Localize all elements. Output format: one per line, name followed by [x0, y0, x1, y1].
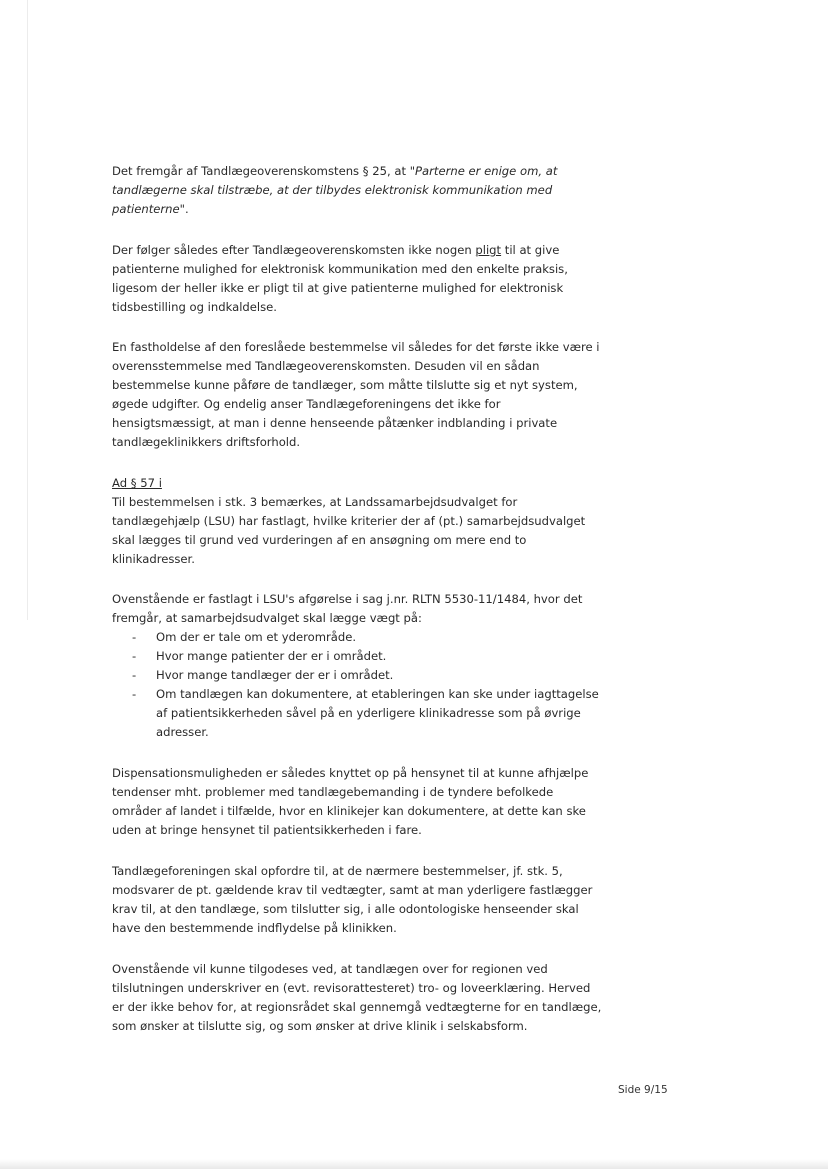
underlined-word: pligt: [475, 243, 502, 257]
list-item: [112, 647, 602, 666]
list-item-text: Hvor mange tandlæger der er i området.: [156, 668, 394, 682]
bullet-marker: -: [132, 649, 137, 663]
paragraph-5: Ovenstående er fastlagt i LSU's afgørelse i sag j.nr. RLTN 5530-11/1484, hvor det fremgår, at samarbejdsudvalget skal lægge vægt på:: [112, 592, 583, 625]
paragraph-2: [112, 241, 602, 317]
paragraph-6: Dispensationsmuligheden er således knyttet op på hensynet til at kunne afhjælpe tendenser mht. problemer med tandlægebemanding i de tyndere befolkede områder af landet i tilfælde, hvor en klinikejer kan dokumentere, at dette kan ske uden at bringe hensynet til patientsikkerheden i fare.: [112, 766, 589, 837]
paragraph-8: Ovenstående vil kunne tilgodeses ved, at tandlægen over for regionen ved tilslutningen underskriver en (evt. revisorattesteret) tro- og loveerklæring. Herved er der ikke behov for, at regionsrådet skal gennemgå vedtægterne for en tandlæge, som ønsker at tilslutte sig, og som ønsker at drive klinik i selskabsform.: [112, 962, 602, 1033]
paragraph-1-tail: .: [184, 202, 189, 216]
scan-bottom-shade: [0, 1159, 828, 1169]
bullet-marker: -: [132, 687, 137, 701]
criteria-list: [112, 628, 602, 742]
quote-text: "Parterne er enige om, at tandlægerne skal tilstræbe, at der tilbydes elektronisk kommunikation med patienterne": [112, 164, 558, 216]
bullet-marker: -: [132, 668, 137, 682]
paragraph-2-before: Der følger således efter Tandlægeoverenskomsten ikke nogen: [112, 243, 476, 257]
bullet-marker: -: [132, 630, 137, 644]
list-item: [112, 666, 602, 685]
list-item-text: Om der er tale om et yderområde.: [156, 630, 357, 644]
page-edge-line: [27, 0, 28, 620]
list-item: [112, 685, 602, 742]
list-item: [112, 628, 602, 647]
paragraph-3: En fastholdelse af den foreslåede bestemmelse vil således for det første ikke være i overensstemmelse med Tandlægeoverenskomsten. Desuden vil en sådan bestemmelse kunne påføre de tandlæger, som måtte tilslutte sig et nyt system, øgede udgifter. Og endelig anser Tandlægeforeningens det ikke for hensigtsmæssigt, at man i denne henseende påtænker indblanding i private tandlægeklinikkers driftsforhold.: [112, 340, 600, 449]
section-heading: Ad § 57 i: [112, 476, 162, 490]
paragraph-7: Tandlægeforeningen skal opfordre til, at de nærmere bestemmelser, jf. stk. 5, modsvarer de pt. gældende krav til vedtægter, samt at man yderligere fastlægger krav til, at den tandlæge, som tilslutter sig, i alle odontologiske henseender skal have den bestemmende indflydelse på klinikken.: [112, 864, 593, 935]
list-item-text: Hvor mange patienter der er i området.: [156, 649, 387, 663]
paragraph-4: Til bestemmelsen i stk. 3 bemærkes, at Landssamarbejdsudvalget for tandlægehjælp (LSU) har fastlagt, hvilke kriterier der af (pt.) samarbejdsudvalget skal lægges til grund ved vurderingen af en ansøgning om mere end to klinikadresser.: [112, 495, 586, 566]
paragraph-2-after: til at give patienterne mulighed for elektronisk kommunikation med den enkelte praksis, ligesom der heller ikke er pligt til at give patienterne mulighed for elektronisk tidsbestilling og indkaldelse.: [112, 243, 568, 314]
paragraph-1: [112, 162, 602, 219]
page-number: Side 9/15: [618, 1084, 668, 1096]
list-item-text: Om tandlægen kan dokumentere, at etableringen kan ske under iagttagelse af patientsikkerheden såvel på en yderligere klinikadresse som på øvrige adresser.: [156, 687, 599, 739]
paragraph-1-lead: Det fremgår af Tandlægeoverenskomstens § 25, at: [112, 164, 410, 178]
document-body: [112, 162, 602, 1058]
